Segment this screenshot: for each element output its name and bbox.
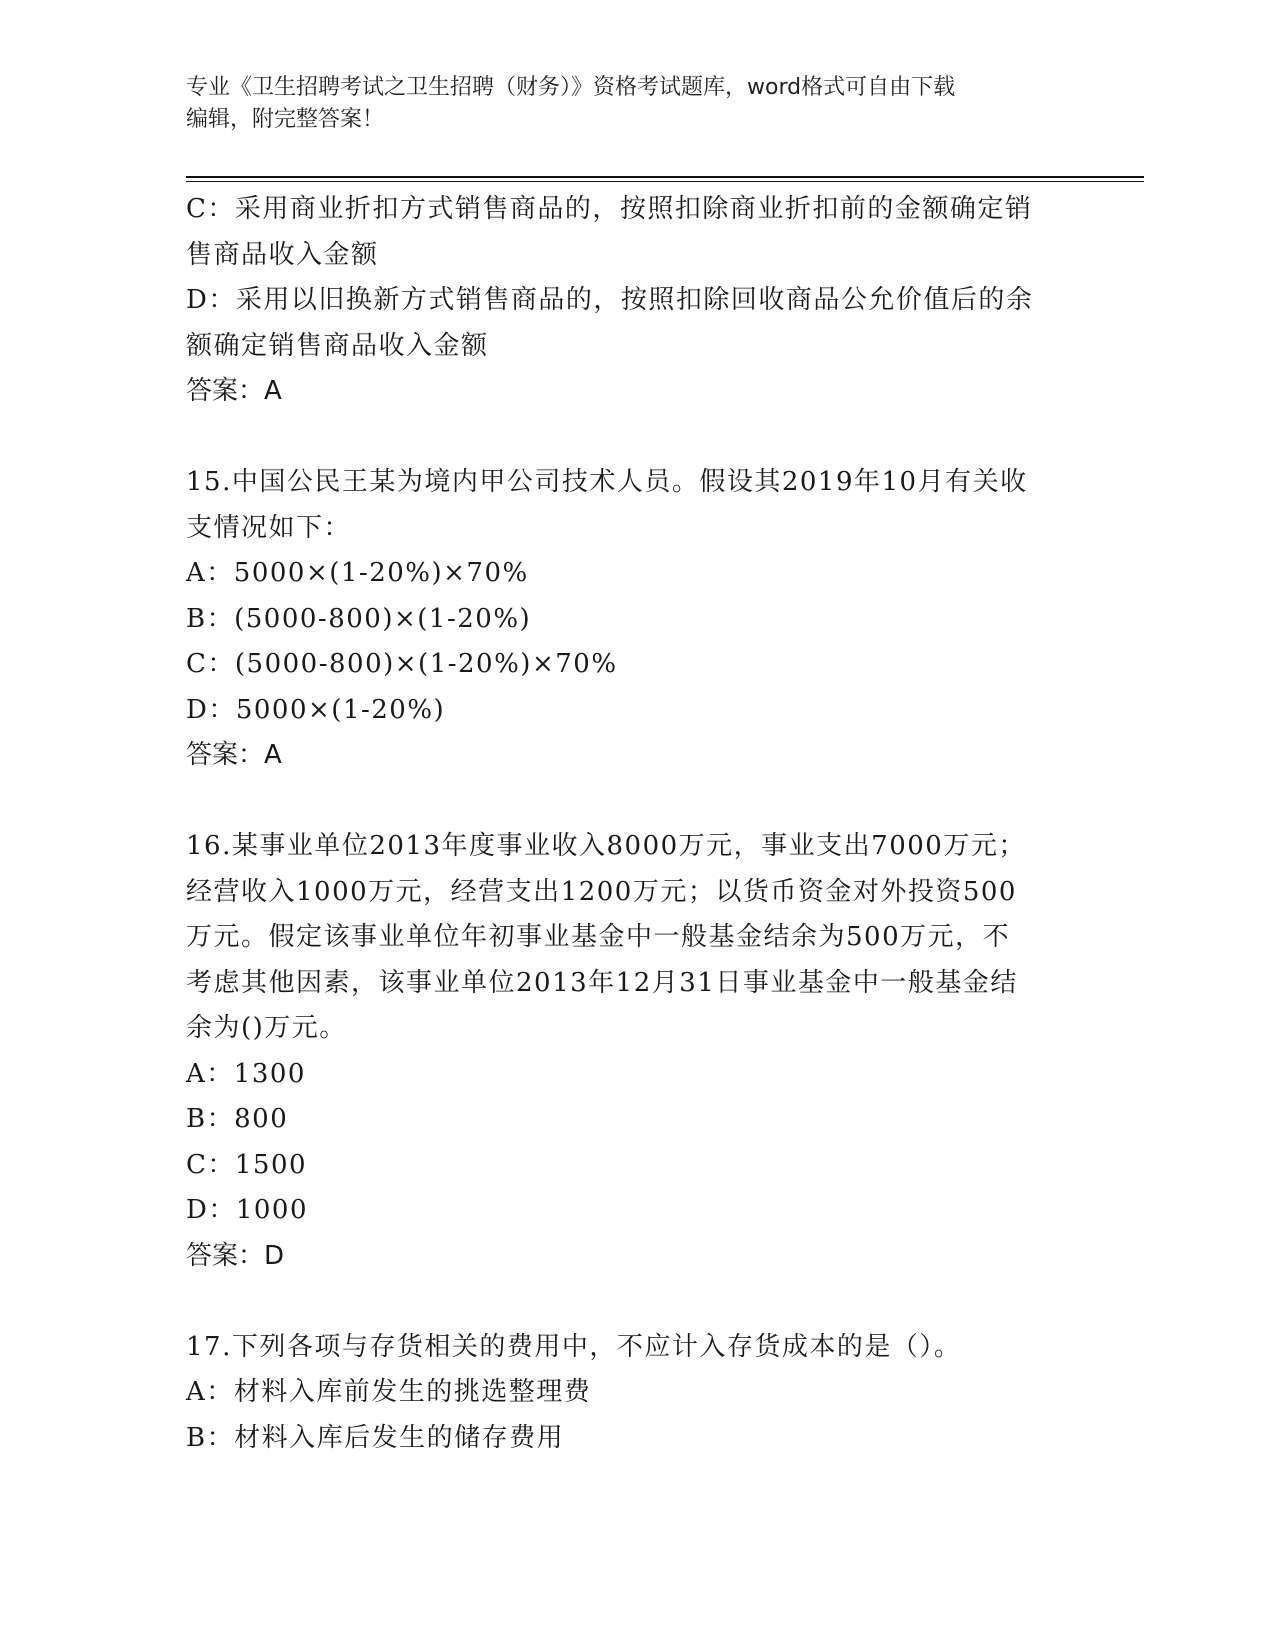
q16-option-a: A：1300: [186, 1058, 306, 1089]
q14-answer: 答案：A: [186, 376, 282, 406]
document-body: [186, 187, 1066, 1461]
q14-option-c-line-1: C：采用商业折扣方式销售商品的，按照扣除商业折扣前的金额确定销: [186, 194, 1033, 224]
q16-option-d: D：1000: [186, 1195, 309, 1225]
q16-stem-line-5: 余为()万元。: [186, 1013, 347, 1043]
header-divider-thick: [186, 176, 1144, 178]
q15-stem-line-2: 支情况如下：: [186, 512, 352, 543]
q17-stem-line-1: 17.下列各项与存货相关的费用中，不应计入存货成本的是（）。: [186, 1331, 962, 1362]
q15-answer: 答案：A: [186, 740, 282, 770]
q17-option-b: B：材料入库后发生的储存费用: [186, 1422, 565, 1453]
q14-option-d-line-2: 额确定销售商品收入金额: [186, 330, 489, 361]
header-line-2: 编辑，附完整答案！: [186, 107, 385, 132]
q16-stem-line-3: 万元。假定该事业单位年初事业基金中一般基金结余为500万元，不: [186, 922, 1011, 952]
header-divider-thin: [186, 181, 1144, 182]
q16-answer: 答案：D: [186, 1240, 285, 1271]
spacer: [186, 1279, 1066, 1325]
q16-stem-line-1: 16.某事业单位2013年度事业收入8000万元，事业支出7000万元；: [186, 831, 1026, 861]
spacer: [186, 779, 1066, 825]
q16-stem-line-4: 考虑其他因素，该事业单位2013年12月31日事业基金中一般基金结: [186, 967, 1018, 998]
q14-option-d-line-1: D：采用以旧换新方式销售商品的，按照扣除回收商品公允价值后的余: [186, 285, 1034, 315]
q16-option-b: B：800: [186, 1104, 289, 1134]
q17-option-a: A：材料入库前发生的挑选整理费: [186, 1377, 592, 1407]
q15-option-c: C：(5000-800)×(1-20%)×70%: [186, 649, 618, 679]
q15-option-d: D：5000×(1-20%): [186, 694, 446, 725]
q15-option-b: B：(5000-800)×(1-20%): [186, 603, 532, 634]
q15-stem-line-1: 15.中国公民王某为境内甲公司技术人员。假设其2019年10月有关收: [186, 467, 1028, 497]
q15-option-a: A：5000×(1-20%)×70%: [186, 558, 529, 588]
document-header: [186, 72, 1066, 136]
header-line-1: 专业《卫生招聘考试之卫生招聘（财务）》资格考试题库，word格式可自由下载: [186, 75, 956, 100]
spacer: [186, 415, 1066, 461]
q16-stem-line-2: 经营收入1000万元，经营支出1200万元；以货币资金对外投资500: [186, 876, 1017, 907]
q14-option-c-line-2: 售商品收入金额: [186, 239, 379, 270]
q16-option-c: C：1500: [186, 1149, 308, 1180]
